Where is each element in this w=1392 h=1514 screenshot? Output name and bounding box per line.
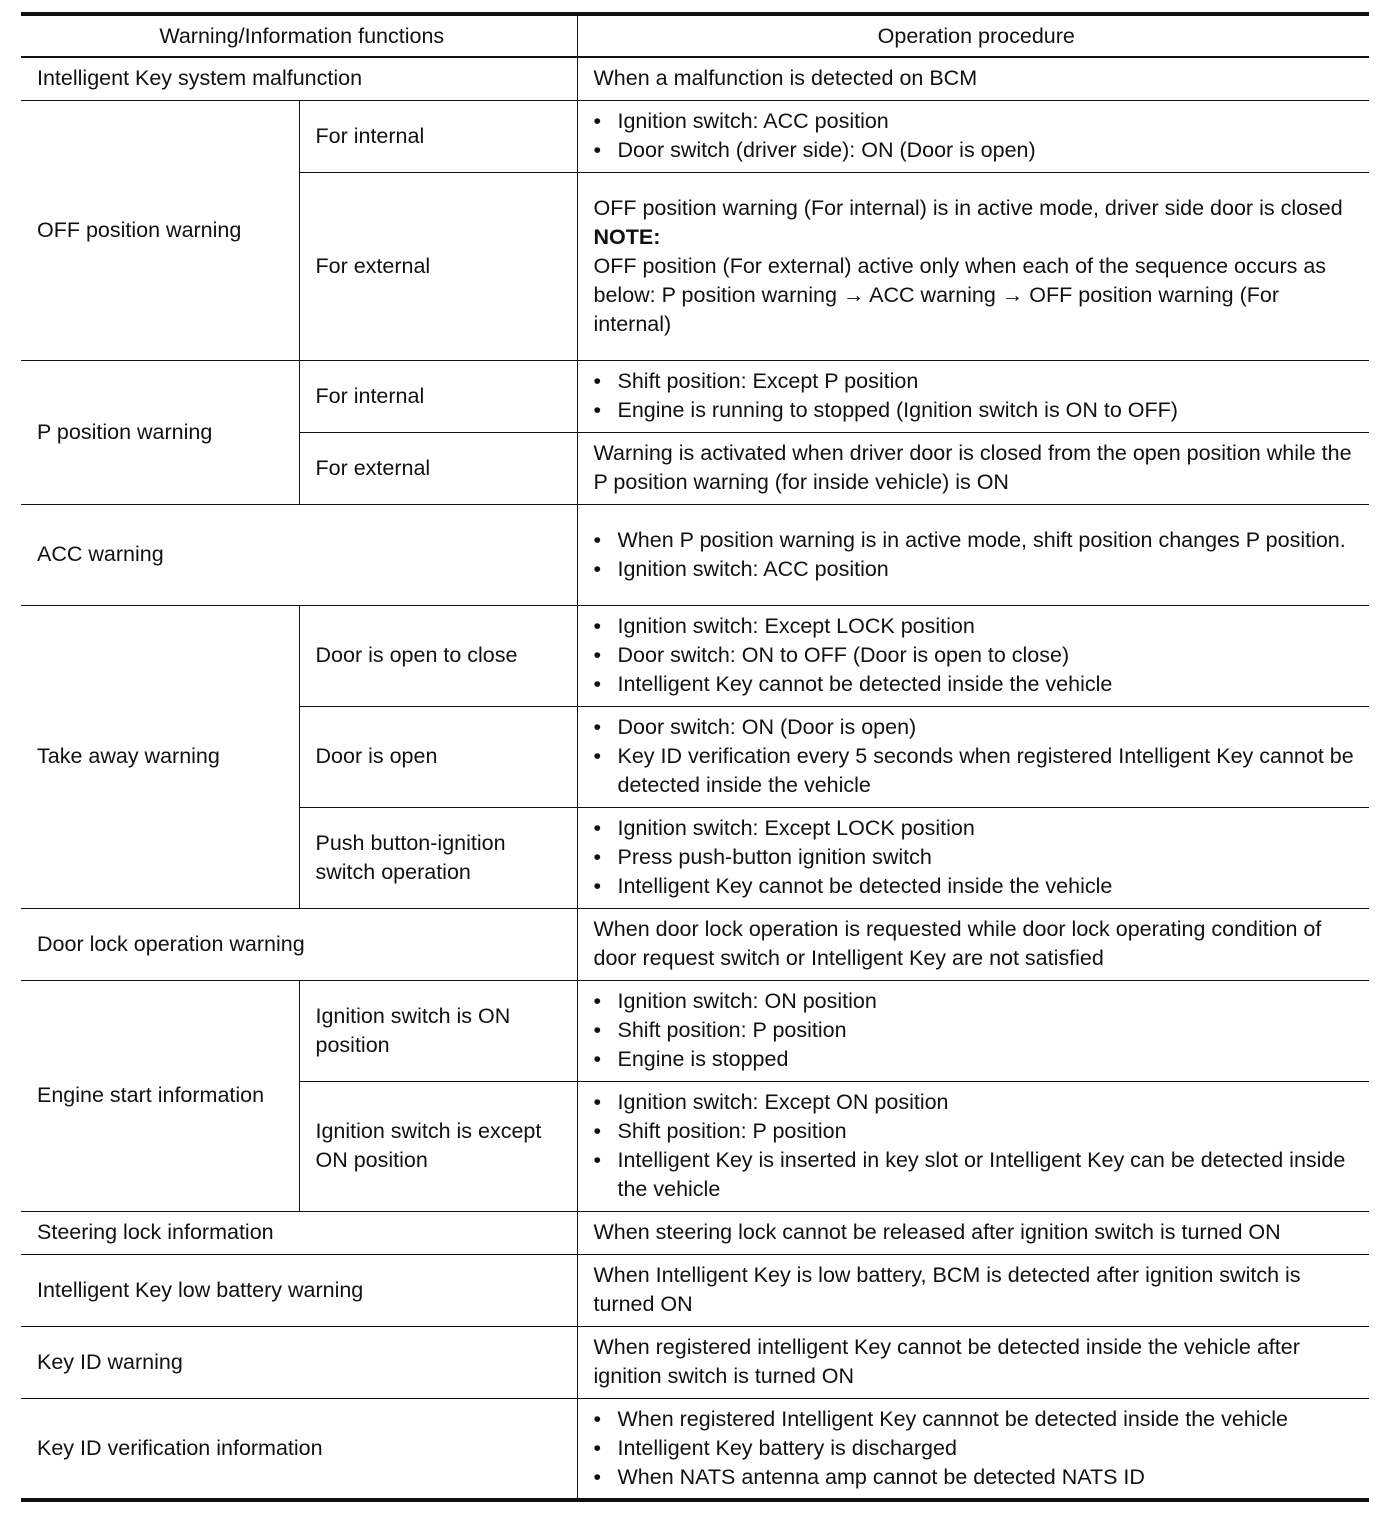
list-item: • Ignition switch: Except LOCK position [594,814,1358,843]
bullet-list [594,713,1358,800]
table-row [21,908,1369,980]
procedure-cell: When door lock operation is requested while door lock operating condition of door request switch or Intelligent Key are not satisfied [577,908,1369,980]
function-cell: ACC warning [21,504,577,605]
list-item: • Ignition switch: ACC position [594,555,1358,584]
procedure-cell [577,172,1369,360]
list-item: • When NATS antenna amp cannot be detected NATS ID [594,1463,1358,1492]
table-row [21,1398,1369,1500]
list-item: • Ignition switch: Except ON position [594,1088,1358,1117]
procedure-cell [577,504,1369,605]
function-cell: Key ID verification information [21,1398,577,1500]
function-cell: Intelligent Key low battery warning [21,1254,577,1326]
sub-condition-cell: Door is open to close [299,605,577,706]
procedure-cell [577,980,1369,1081]
procedure-cell: When a malfunction is detected on BCM [577,57,1369,100]
function-cell: Door lock operation warning [21,908,577,980]
header-procedure: Operation procedure [577,14,1369,57]
function-cell: Engine start information [21,980,299,1211]
function-cell: Intelligent Key system malfunction [21,57,577,100]
table-header-row [21,14,1369,57]
table-row [21,1254,1369,1326]
bullet-list [594,1088,1358,1204]
list-item: • Shift position: P position [594,1016,1358,1045]
function-cell: OFF position warning [21,100,299,360]
procedure-cell [577,807,1369,908]
table-row [21,100,1369,172]
list-item: • Ignition switch: ACC position [594,107,1358,136]
procedure-cell: Warning is activated when driver door is closed from the open position while the P position warning (for inside vehicle) is ON [577,432,1369,504]
list-item: • Door switch: ON (Door is open) [594,713,1358,742]
sub-condition-cell: Ignition switch is except ON position [299,1081,577,1211]
note-label: NOTE: [593,224,661,249]
list-item: • Intelligent Key cannot be detected inside the vehicle [594,872,1358,901]
bullet-list [594,1405,1358,1492]
procedure-cell [577,706,1369,807]
function-cell: P position warning [21,360,299,504]
list-item: • Intelligent Key cannot be detected inside the vehicle [594,670,1358,699]
table-row [21,605,1369,706]
list-item: • Ignition switch: Except LOCK position [594,612,1358,641]
table-row [21,504,1369,605]
procedure-cell [577,360,1369,432]
list-item: • Shift position: P position [594,1117,1358,1146]
note-text: OFF position (For external) active only when each of the sequence occurs as below: P position warning → ACC warning → OFF position warning (For internal) [593,253,1327,336]
procedure-cell [577,1398,1369,1500]
list-item: • Intelligent Key battery is discharged [594,1434,1358,1463]
bullet-list [594,814,1358,901]
sub-condition-cell: For internal [299,100,577,172]
table-row [21,1326,1369,1398]
sub-condition-cell: For external [299,172,577,360]
list-item: • Door switch (driver side): ON (Door is open) [594,136,1358,165]
function-cell: Steering lock information [21,1211,577,1254]
bullet-list [594,987,1358,1074]
bullet-list [594,107,1358,165]
function-cell: Key ID warning [21,1326,577,1398]
table-row [21,1211,1369,1254]
list-item: • Engine is running to stopped (Ignition switch is ON to OFF) [594,396,1358,425]
list-item: • Shift position: Except P position [594,367,1358,396]
bullet-list [594,612,1358,699]
list-item: • Engine is stopped [594,1045,1358,1074]
sub-condition-cell: For internal [299,360,577,432]
procedure-cell: When Intelligent Key is low battery, BCM is detected after ignition switch is turned ON [577,1254,1369,1326]
list-item: • Press push-button ignition switch [594,843,1358,872]
table-row [21,57,1369,100]
list-item: • Ignition switch: ON position [594,987,1358,1016]
procedure-cell [577,605,1369,706]
list-item: • Door switch: ON to OFF (Door is open to close) [594,641,1358,670]
sub-condition-cell: Door is open [299,706,577,807]
header-functions: Warning/Information functions [21,14,577,57]
list-item: • When registered Intelligent Key cannnot be detected inside the vehicle [594,1405,1358,1434]
table-row [21,980,1369,1081]
bullet-list [594,367,1358,425]
procedure-cell [577,100,1369,172]
table-row [21,360,1369,432]
list-item: • Key ID verification every 5 seconds when registered Intelligent Key cannot be detected inside the vehicle [594,742,1358,800]
sub-condition-cell: For external [299,432,577,504]
procedure-text: OFF position warning (For internal) is in active mode, driver side door is closed [593,195,1343,220]
warning-functions-table [21,12,1369,1502]
sub-condition-cell: Ignition switch is ON position [299,980,577,1081]
list-item: • Intelligent Key is inserted in key slot or Intelligent Key can be detected inside the vehicle [594,1146,1358,1204]
function-cell: Take away warning [21,605,299,908]
procedure-cell: When steering lock cannot be released after ignition switch is turned ON [577,1211,1369,1254]
sub-condition-cell: Push button-ignition switch operation [299,807,577,908]
bullet-list [594,526,1358,584]
procedure-cell: When registered intelligent Key cannot be detected inside the vehicle after ignition switch is turned ON [577,1326,1369,1398]
procedure-cell [577,1081,1369,1211]
list-item: • When P position warning is in active mode, shift position changes P position. [594,526,1358,555]
